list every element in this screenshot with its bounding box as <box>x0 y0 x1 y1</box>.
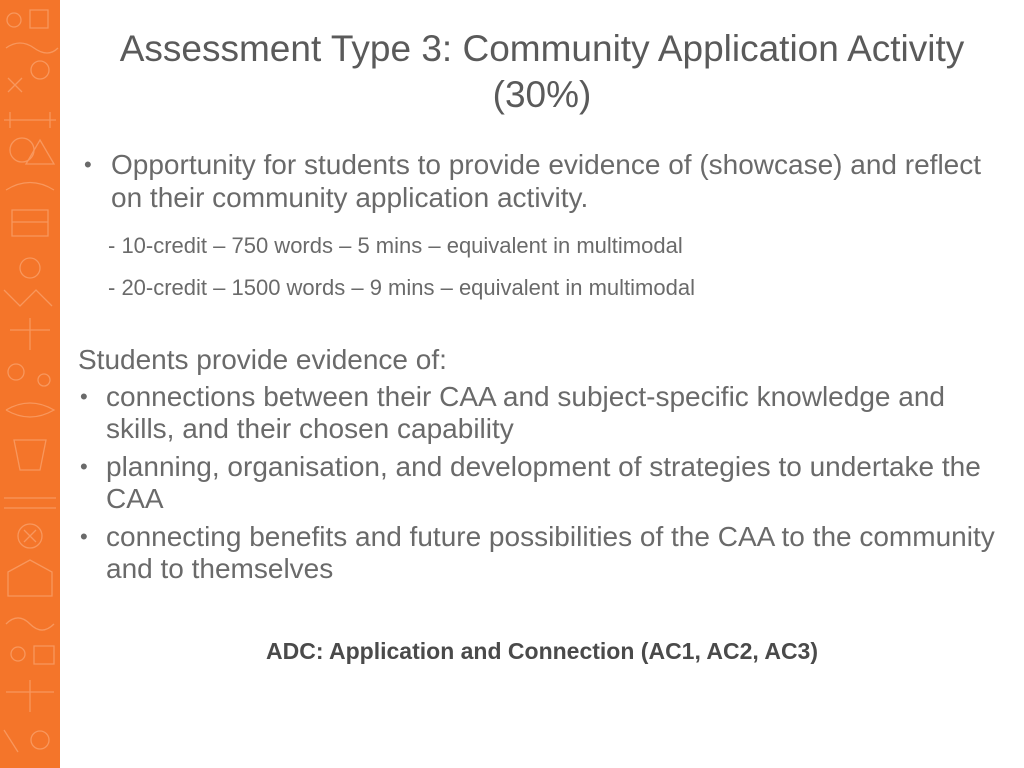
slide-title <box>60 26 1024 118</box>
evidence-item-text: connections between their CAA and subject-specific knowledge and skills, and their chosen capability <box>106 381 945 444</box>
evidence-item-text: planning, organisation, and development of strategies to undertake the CAA <box>106 451 981 514</box>
opportunity-text: Opportunity for students to provide evidence of (showcase) and reflect on their community application activity. <box>111 149 982 213</box>
evidence-intro: Students provide evidence of: <box>78 344 447 375</box>
bullet-icon: • <box>80 454 88 479</box>
sub-item-10-credit: - 10-credit – 750 words – 5 mins – equivalent in multimodal <box>108 233 683 258</box>
list-item <box>78 521 998 585</box>
evidence-item-text: connecting benefits and future possibilities of the CAA to the community and to themselves <box>106 521 995 584</box>
sub-item-20-credit: - 20-credit – 1500 words – 9 mins – equivalent in multimodal <box>108 275 695 300</box>
list-item <box>78 451 998 515</box>
bullet-icon: • <box>80 524 88 549</box>
opportunity-bullet <box>82 148 982 214</box>
bullet-icon: • <box>80 384 88 409</box>
list-item <box>78 381 998 445</box>
doodle-pattern-icon <box>0 0 60 768</box>
evidence-list <box>78 381 998 591</box>
slide-title-line-2: (30%) <box>492 74 592 115</box>
decorative-side-bar <box>0 0 60 768</box>
slide-footer: ADC: Application and Connection (AC1, AC2, AC3) <box>266 638 818 664</box>
slide-title-line-1: Assessment Type 3: Community Application Activity <box>119 28 965 69</box>
bullet-icon: • <box>84 152 92 177</box>
slide-content <box>60 0 1024 768</box>
